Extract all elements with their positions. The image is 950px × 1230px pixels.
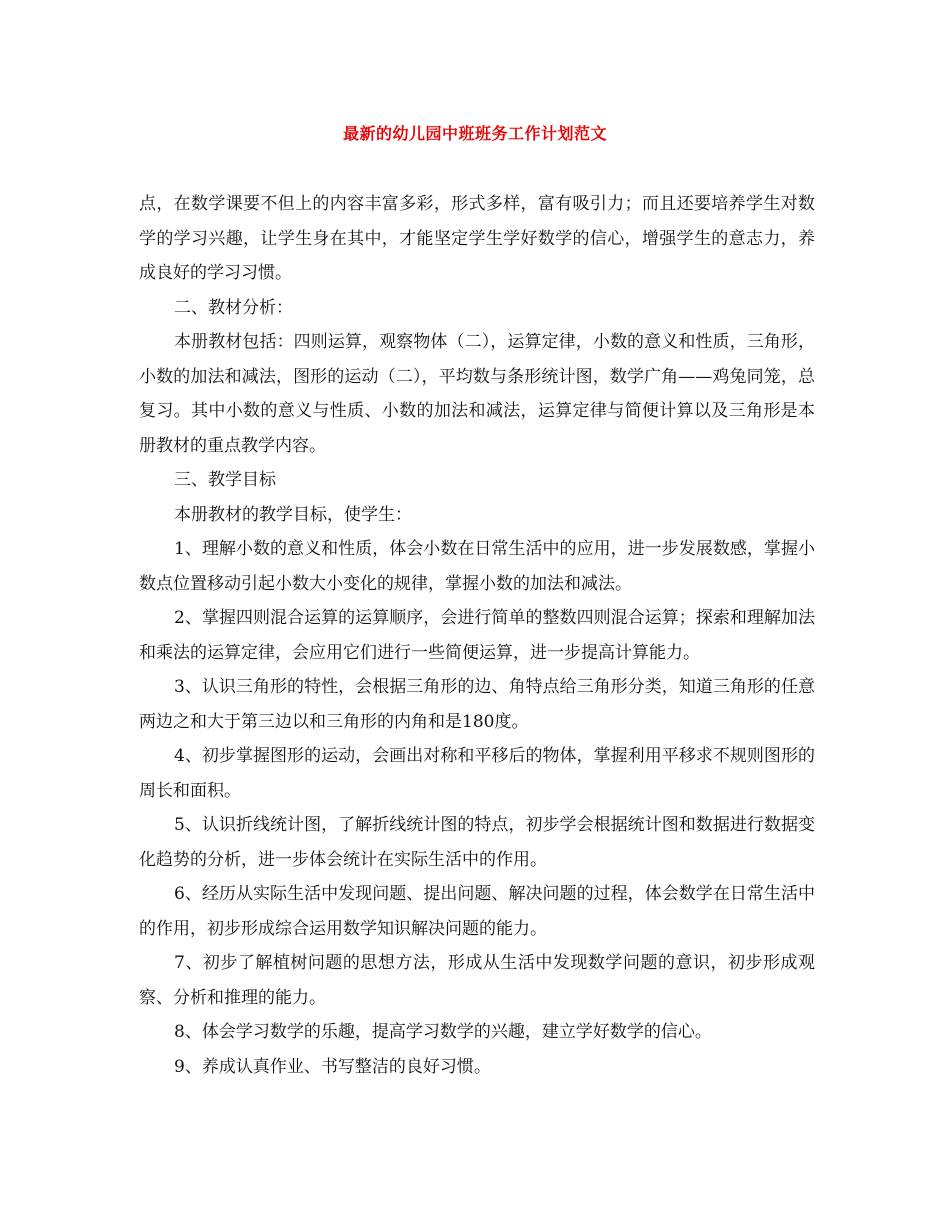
paragraph-textbook-contents: 本册教材包括：四则运算，观察物体（二），运算定律，小数的意义和性质，三角形，小数的加法和减法，图形的运动（二），平均数与条形统计图，数学广角——鸡兔同笼，总复习。其中小数的意义与性质、小数的加法和减法，运算定律与简便计算以及三角形是本册教材的重点教学内容。 [139,332,815,456]
document-title: 最新的幼儿园中班班务工作计划范文 [342,124,607,143]
paragraph-continuation: 点，在数学课要不但上的内容丰富多彩，形式多样，富有吸引力；而且还要培养学生对数学的学习兴趣，让学生身在其中，才能坚定学生学好数学的信心，增强学生的意志力，养成良好的学习习惯。 [139,194,815,283]
goal-item-4: 4、初步掌握图形的运动，会画出对称和平移后的物体，掌握利用平移求不规则图形的周长和面积。 [139,746,815,801]
section-heading-teaching-goals: 三、教学目标 [174,470,276,490]
section-heading-textbook-analysis: 二、教材分析： [174,297,293,318]
document-body [139,187,815,1084]
goal-item-7: 7、初步了解植树问题的思想方法，形成从生活中发现数学问题的意识，初步形成观察、分析和推理的能力。 [139,953,815,1008]
goal-item-6: 6、经历从实际生活中发现问题、提出问题、解决问题的过程，体会数学在日常生活中的作用，初步形成综合运用数学知识解决问题的能力。 [139,884,815,939]
paragraph-goals-intro: 本册教材的教学目标，使学生： [174,504,412,525]
goal-item-2: 2、掌握四则混合运算的运算顺序，会进行简单的整数四则混合运算；探索和理解加法和乘法的运算定律，会应用它们进行一些简便运算，进一步提高计算能力。 [139,608,815,663]
goal-item-8: 8、体会学习数学的乐趣，提高学习数学的兴趣，建立学好数学的信心。 [174,1022,712,1042]
goal-item-3: 3、认识三角形的特性，会根据三角形的边、角特点给三角形分类，知道三角形的任意两边之和大于第三边以和三角形的内角和是180度。 [139,677,815,732]
goal-item-1: 1、理解小数的意义和性质，体会小数在日常生活中的应用，进一步发展数感，掌握小数点位置移动引起小数大小变化的规律，掌握小数的加法和减法。 [139,539,815,594]
goal-item-9: 9、养成认真作业、书写整洁的良好习惯。 [174,1056,491,1077]
goal-item-5: 5、认识折线统计图，了解折线统计图的特点，初步学会根据统计图和数据进行数据变化趋势的分析，进一步体会统计在实际生活中的作用。 [139,815,815,870]
